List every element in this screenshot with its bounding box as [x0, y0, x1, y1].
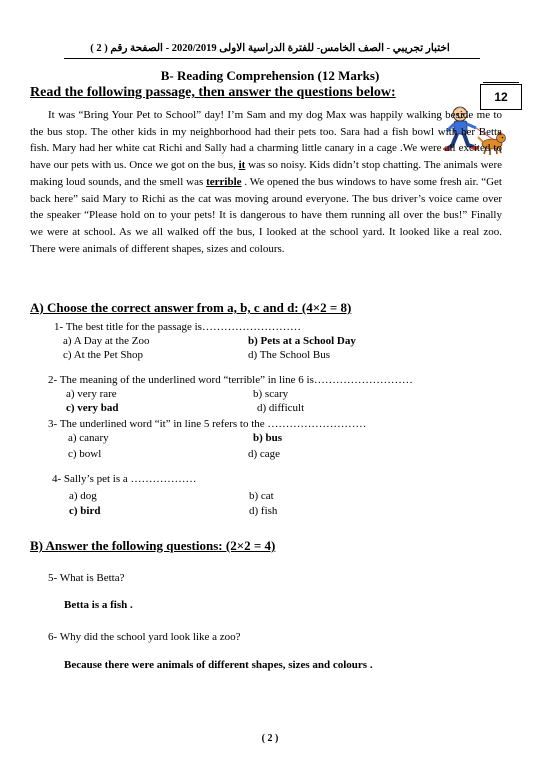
q2-option-c: c) very bad — [66, 402, 119, 414]
q1-option-b: b) Pets at a School Day — [248, 335, 356, 347]
page-number: ( 2 ) — [261, 733, 279, 744]
question-6: 6- Why did the school yard look like a zoo? — [48, 631, 241, 643]
underlined-word-terrible: terrible — [206, 175, 242, 188]
q1-option-c: c) At the Pet Shop — [63, 349, 144, 361]
page-header: اختبار تجريبي - الصف الخامس- للفترة الدراسية الاولى 2020/2019 - الصفحة رقم ( 2 ) — [90, 43, 450, 54]
answer-5: Betta is a fish . — [64, 599, 133, 611]
score-value: 12 — [480, 84, 522, 110]
question-1: 1- The best title for the passage is……………………… — [54, 321, 301, 333]
q3-option-d: d) cage — [248, 448, 281, 460]
q2-option-b: b) scary — [253, 388, 289, 400]
q4-option-c: c) bird — [69, 505, 101, 517]
underlined-word-it: it — [238, 159, 246, 172]
passage-text-2: was so noisy. Kids didn’t stop chatting. The animals were making loud sounds, and the smell was — [30, 159, 502, 188]
score-line — [483, 82, 519, 83]
q4-option-d: d) fish — [249, 505, 278, 517]
q1-option-a: a) A Day at the Zoo — [63, 335, 150, 347]
header-underline — [64, 58, 480, 59]
section-a-title: A) Choose the correct answer from a, b, c and d: (4×2 = 8) — [30, 300, 352, 315]
question-4: 4- Sally’s pet is a ……………… — [52, 473, 197, 485]
q4-option-a: a) dog — [69, 490, 97, 502]
passage-text-1: It was “Bring Your Pet to School” day! I’m Sam and my dog Max was happily walking beside me to the bus stop. The other kids in my neighborhood had their pets too. Sara had a fish bowl with her Betta fish. Mary had her white cat Richi and Sally had a charming little canary in a cage .We were all excited to have our pets with us. Once we got on the bus, — [30, 109, 502, 172]
question-2: 2- The meaning of the underlined word “terrible” in line 6 is……………………… — [48, 374, 413, 386]
question-5: 5- What is Betta? — [48, 572, 125, 584]
reading-passage — [30, 107, 502, 257]
instruction: Read the following passage, then answer the questions below: — [30, 85, 396, 100]
q4-option-b: b) cat — [249, 490, 274, 502]
q2-option-d: d) difficult — [257, 402, 305, 414]
q2-option-a: a) very rare — [66, 388, 117, 400]
q3-option-b: b) bus — [253, 432, 283, 444]
section-b-title: B) Answer the following questions: (2×2 = 4) — [30, 538, 276, 553]
q3-option-a: a) canary — [68, 432, 109, 444]
section-title: B- Reading Comprehension (12 Marks) — [160, 68, 380, 83]
passage-paragraph — [30, 107, 502, 257]
q1-option-d: d) The School Bus — [248, 349, 330, 361]
question-3: 3- The underlined word “it” in line 5 refers to the ……………………… — [48, 418, 367, 430]
answer-6: Because there were animals of different shapes, sizes and colours . — [64, 659, 373, 671]
q3-option-c: c) bowl — [68, 448, 102, 460]
passage-text-3: . We opened the bus windows to have some fresh air. “Get back here” said Mary to Richi as the cat was moving around everyone. The bus driver’s voice came over the speaker “Please hold on to your pets! It is dangerous to have them running all over the bus!” Finally we were at school. As we all walked off the bus, I looked at the school yard. It looked like a real zoo. There were animals of different shapes, sizes and colours. — [30, 175, 502, 255]
